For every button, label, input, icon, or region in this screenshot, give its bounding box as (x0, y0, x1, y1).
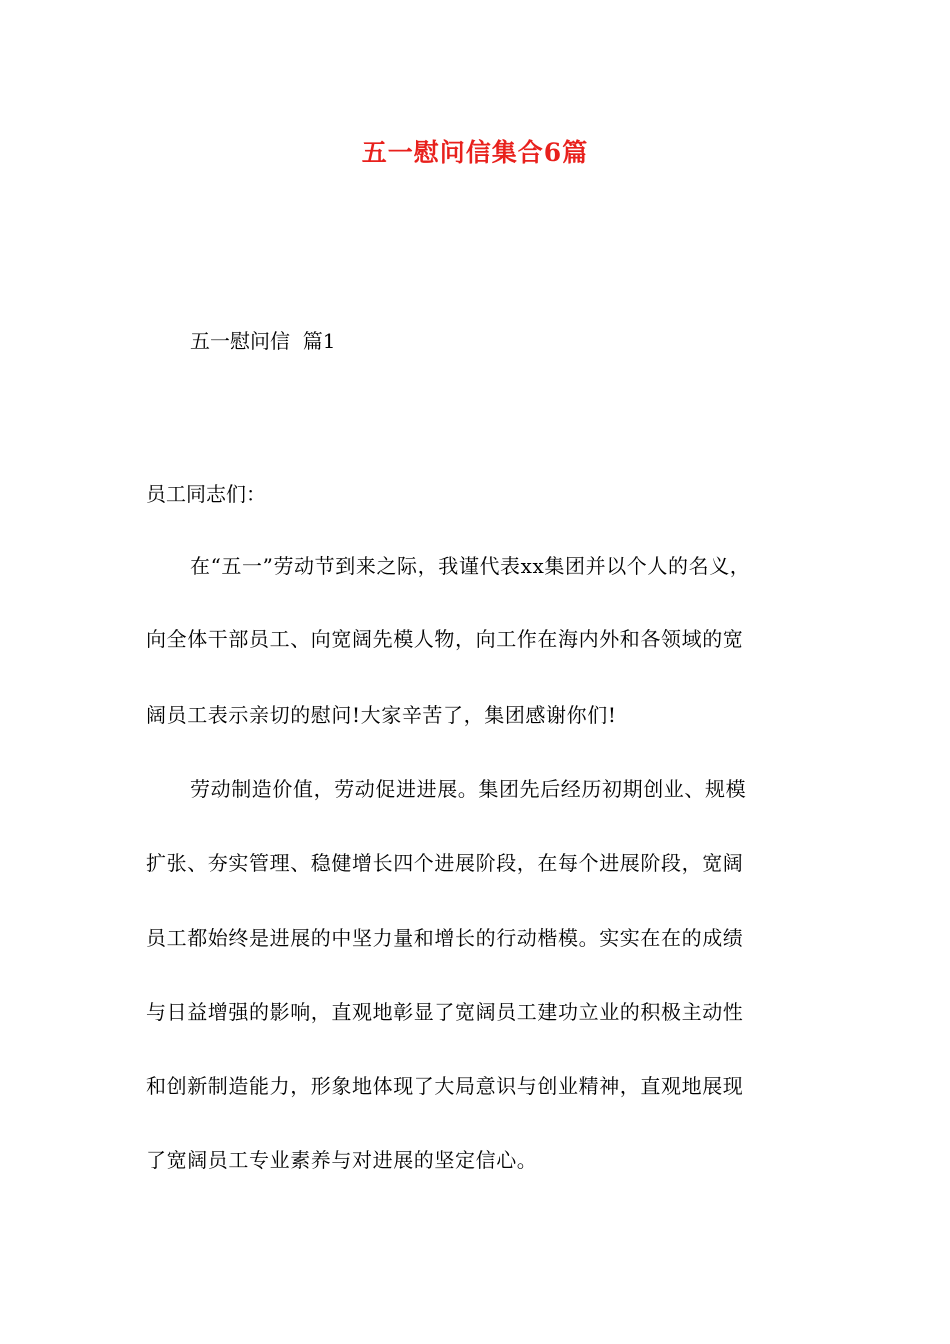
paragraph-line: 向全体干部员工、向宽阔先模人物，向工作在海内外和各领域的宽 (146, 627, 744, 651)
paragraph-line: 和创新制造能力，形象地体现了大局意识与创业精神，直观地展现 (146, 1074, 744, 1098)
paragraph-line: 在“五一”劳动节到来之际，我谨代表xx集团并以个人的名义， (190, 554, 751, 578)
paragraph-line: 阔员工表示亲切的慰问!大家辛苦了，集团感谢你们! (146, 703, 617, 727)
paragraph-line: 了宽阔员工专业素养与对进展的坚定信心。 (146, 1148, 538, 1172)
section-heading: 五一慰问信 篇1 (190, 329, 336, 353)
paragraph-line: 劳动制造价值，劳动促进进展。集团先后经历初期创业、规模 (190, 777, 747, 801)
document-title: 五一慰问信集合6篇 (361, 138, 589, 167)
paragraph-line: 员工都始终是进展的中坚力量和增长的行动楷模。实实在在的成绩 (146, 926, 744, 950)
salutation: 员工同志们： (146, 482, 266, 506)
paragraph-line: 与日益增强的影响，直观地彰显了宽阔员工建功立业的积极主动性 (146, 1000, 744, 1024)
paragraph-line: 扩张、夯实管理、稳健增长四个进展阶段，在每个进展阶段，宽阔 (146, 851, 744, 875)
